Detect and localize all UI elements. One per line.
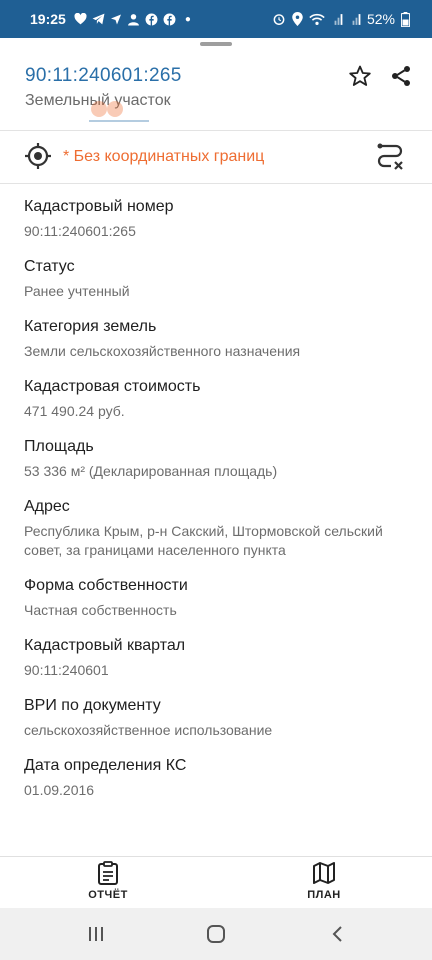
alarm-icon	[272, 12, 286, 26]
favorite-button[interactable]	[346, 62, 374, 90]
signal-icon	[349, 13, 361, 26]
field-cadastral-quarter	[24, 635, 414, 680]
battery-percent: 52%	[366, 11, 395, 27]
field-label: Статус	[24, 258, 75, 275]
warning-divider	[0, 183, 432, 184]
home-icon	[206, 924, 226, 944]
telegram-icon	[92, 13, 105, 25]
details-list	[24, 196, 414, 815]
field-label: Кадастровая стоимость	[24, 378, 201, 395]
field-label: Форма собственности	[24, 577, 188, 594]
share-button[interactable]	[387, 62, 415, 90]
field-permitted-use	[24, 695, 414, 740]
field-label: Кадастровый квартал	[24, 637, 186, 654]
field-value: сельскохозяйственное использование	[24, 722, 273, 738]
field-label: Категория земель	[24, 318, 157, 335]
field-value: Земли сельскохозяйственного назначения	[24, 343, 301, 359]
cadastral-number-title: 90:11:240601:265	[25, 65, 182, 86]
report-label: ОТЧЁТ	[88, 889, 128, 901]
bottom-action-bar	[0, 856, 432, 908]
field-area	[24, 436, 414, 481]
field-cadastral-value	[24, 376, 414, 421]
field-value: Ранее учтенный	[24, 283, 130, 299]
wifi-icon	[309, 13, 325, 26]
plan-label: ПЛАН	[307, 889, 341, 901]
coordinates-warning-row	[0, 131, 432, 183]
field-land-category	[24, 316, 414, 361]
signal-icon	[331, 13, 343, 26]
field-address	[24, 496, 414, 560]
facebook-icon	[163, 13, 176, 26]
plan-button[interactable]	[284, 861, 364, 907]
crosshair-icon[interactable]	[24, 142, 52, 170]
field-value: 90:11:240601	[24, 662, 109, 678]
map-icon	[312, 861, 336, 885]
report-button[interactable]	[68, 861, 148, 907]
field-value: Частная собственность	[24, 602, 177, 618]
more-notifications-dot: ●	[184, 13, 191, 25]
status-bar	[0, 0, 432, 38]
field-cadastral-number	[24, 196, 414, 241]
location-icon	[292, 12, 303, 26]
status-time: 19:25	[30, 11, 66, 27]
field-label: Дата определения КС	[24, 757, 187, 774]
battery-icon	[401, 12, 410, 27]
notification-icons	[74, 13, 191, 26]
recents-button[interactable]	[84, 922, 108, 946]
home-button[interactable]	[204, 922, 228, 946]
field-label: Адрес	[24, 498, 70, 515]
bottom-sheet	[0, 38, 432, 908]
field-ownership	[24, 575, 414, 620]
field-value: 53 336 м² (Декларированная площадь)	[24, 463, 278, 479]
field-value: Республика Крым, р-н Сакский, Штормовской сельский совет, за границами населенного пункта	[24, 523, 383, 558]
location-icon	[110, 13, 122, 26]
field-value: 01.09.2016	[24, 782, 95, 798]
no-boundaries-warning: * Без координатных границ	[63, 148, 265, 165]
system-icons	[272, 11, 410, 27]
back-button[interactable]	[326, 922, 350, 946]
field-label: Кадастровый номер	[24, 198, 174, 215]
watermark-logo	[85, 100, 175, 126]
person-icon	[127, 13, 140, 26]
field-valuation-date	[24, 755, 414, 800]
share-icon	[389, 64, 413, 88]
system-nav-bar	[0, 908, 432, 960]
field-status	[24, 256, 414, 301]
object-type-subtitle: Земельный участок	[25, 92, 171, 109]
sheet-header	[0, 38, 432, 130]
back-icon	[330, 925, 346, 943]
field-label: ВРИ по документу	[24, 697, 161, 714]
recents-icon	[87, 925, 105, 943]
field-label: Площадь	[24, 438, 94, 455]
field-value: 90:11:240601:265	[24, 223, 136, 239]
report-icon	[97, 861, 119, 885]
route-off-icon[interactable]	[374, 140, 408, 174]
facebook-icon	[145, 13, 158, 26]
field-value: 471 490.24 руб.	[24, 403, 125, 419]
star-icon	[348, 64, 372, 88]
heart-icon	[74, 13, 87, 25]
